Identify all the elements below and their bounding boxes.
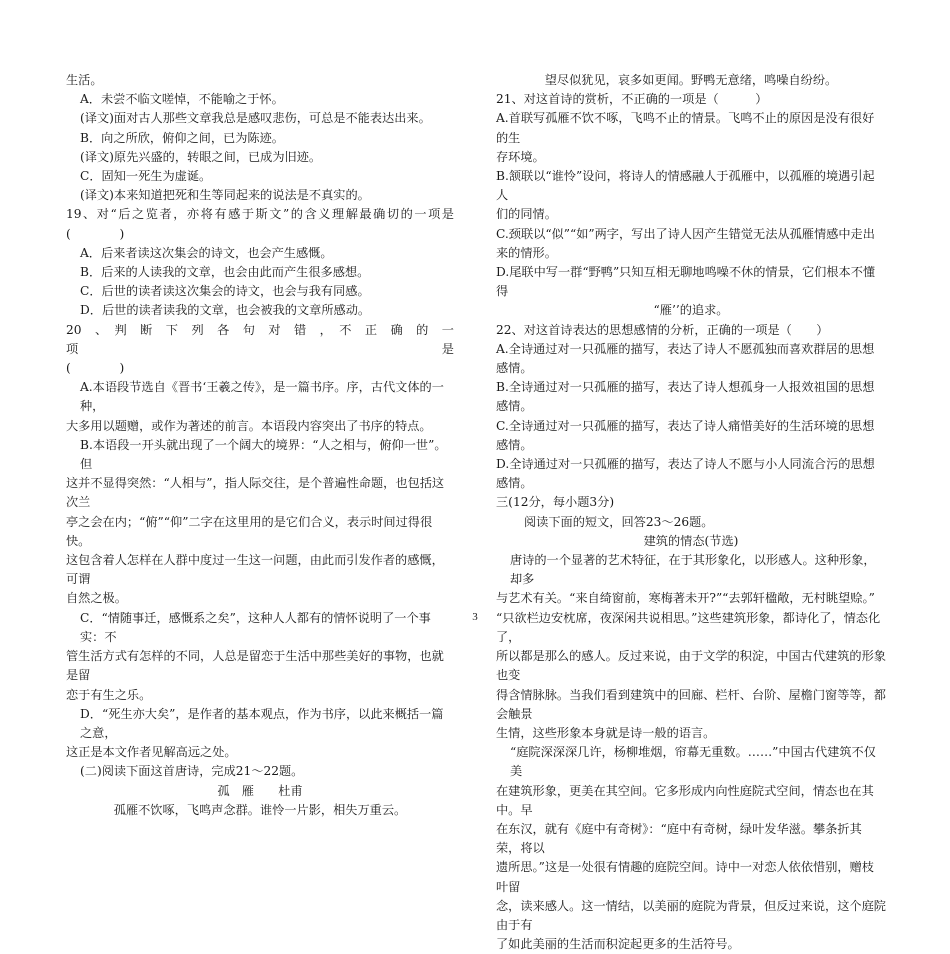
right-text-line: A.首联写孤雁不饮不啄，飞鸣不止的情景。飞鸣不止的原因是没有很好的生 <box>496 111 875 145</box>
left-text-line: 孤雁不饮啄，飞鸣声念群。谁怜一片影，相失万重云。 <box>113 802 407 817</box>
right-text-line: 22、对这首诗表达的思想感情的分析，正确的一项是（ ） <box>496 322 829 337</box>
right-text-line: “只欲栏边安枕席，夜深闲共说相思。”这些建筑形象，都诗化了，情态化了， <box>496 610 881 644</box>
right-text-line: D.尾联中写一群“野鸭”只知互相无聊地鸣噪不休的情景，它们根本不懂得 <box>496 265 876 299</box>
right-text-line: B.颔联以“谁怜”设问，将诗人的情感融人于孤雁中，以孤雁的境遇引起人 <box>496 169 875 203</box>
right-text-line: 三(12分，每小题3分) <box>496 495 615 510</box>
left-text-line: B.本语段一开头就出现了一个阔大的境界：“人之相与，俯仰一世”。但 <box>80 437 447 472</box>
left-text-line: (二)阅读下面这首唐诗，完成21～22题。 <box>80 764 304 779</box>
left-text-line: A．后来者读这次集会的诗文，也会产生感慨。 <box>80 245 333 260</box>
left-text-line: C．后世的读者读这次集会的诗文，也会与我有同感。 <box>80 284 370 299</box>
right-text-line: 21、对这首诗的赏析，不正确的一项是（ ） <box>496 92 768 107</box>
right-text-line: “雁’’的追求。 <box>653 303 729 318</box>
right-text-line: 遗所思。”这是一处很有情趣的庭院空间。诗中一对恋人依依惜别，赠枝叶留 <box>496 860 874 894</box>
right-text-line: B.全诗通过对一只孤雁的描写，表达了诗人想孤身一人报效祖国的思想感情。 <box>496 380 875 414</box>
left-text-line: 自然之极。 <box>66 591 127 606</box>
page-number: 3 <box>472 611 478 623</box>
right-text-line: 存环境。 <box>496 149 545 164</box>
left-text-line: (译文)面对古人那些文章我总是感叹悲伤，可总是不能表达出来。 <box>80 111 431 126</box>
left-text-line: ( ) <box>66 226 125 241</box>
left-text-line: D．“死生亦大矣”，是作者的基本观点，作为书序，以此来概括一篇之意， <box>80 706 444 740</box>
right-text-line: 阅读下面的短文，回答23～26题。 <box>524 514 714 529</box>
left-text-line: B．向之所欣，俯仰之间，已为陈迹。 <box>80 130 284 145</box>
left-text-line: 恋于有生之乐。 <box>66 687 152 702</box>
right-text-line: D.全诗通过对一只孤雁的描写，表达了诗人不愿与小人同流合污的思想感情。 <box>496 457 875 491</box>
left-text-line: 19、对“后之览者，亦将有感于斯文”的含义理解最确切的一项是 <box>66 207 454 222</box>
left-text-line: A．未尝不临文嗟悼，不能喻之于怀。 <box>80 92 284 107</box>
left-text-line: B．后来的人读我的文章，也会由此而产生很多感想。 <box>80 265 370 280</box>
right-text-line: 生情，这些形象本身就是诗一般的语言。 <box>496 725 716 740</box>
left-text-line: 大多用以题赠，或作为著述的前言。本语段内容突出了书序的特点。 <box>66 418 432 433</box>
right-column <box>496 71 886 954</box>
left-text-line: 亭之会在内；“俯”“仰”二字在这里用的是它们合义，表示时间过得很快。 <box>66 514 433 548</box>
right-text-line: 得含情脉脉。当我们看到建筑中的回廊、栏杆、台阶、屋檐门窗等等，都会触景 <box>496 687 886 721</box>
right-text-line: 望尽似犹见，哀多如更闻。野鸭无意绪，鸣噪自纷纷。 <box>544 73 838 87</box>
right-text-line: 了如此美丽的生活而积淀起更多的生活符号。 <box>496 937 740 952</box>
left-text-line: 20 、 判 断 下 列 各 句 对 错 ， 不 正 确 的 一 项 是 <box>66 322 467 356</box>
left-text-line: A.本语段节选自《晋书‘王羲之传》，是一篇书序。序，古代文体的一种， <box>80 380 444 414</box>
right-text-line: 在建筑形象，更美在其空间。它多形成内向性庭院式空间，情态也在其中。早 <box>496 783 874 817</box>
right-text-line: 唐诗的一个显著的艺术特征，在于其形象化，以形感人。这种形象，却多 <box>510 553 876 587</box>
right-text-line: 与艺术有关。“来自绮窗前，寒梅著未开?”“去郭轩楹敞，无村眺望赊。” <box>496 591 875 606</box>
right-text-line: 来的情形。 <box>496 245 557 260</box>
left-text-line: (译文)本来知道把死和生等同起来的说法是不真实的。 <box>80 188 370 203</box>
left-text-line: 这并不显得突然：“人相与”，指人际交往，是个普遍性命题，也包括这次兰 <box>66 476 445 510</box>
right-text-line: 建筑的情态(节选) <box>643 533 739 548</box>
right-text-line: A.全诗通过对一只孤雁的描写，表达了诗人不愿孤独而喜欢群居的思想感情。 <box>496 341 875 376</box>
left-text-line: 这包含着人怎样在人群中度过一生这一问题，由此而引发作者的感慨，可谓 <box>66 553 444 587</box>
left-text-line: C．固知一死生为虚诞。 <box>80 169 212 184</box>
left-text-line: 管生活方式有怎样的不同，人总是留恋于生活中那些美好的事物，也就是留 <box>66 649 444 683</box>
right-text-line: “庭院深深深几许，杨柳堆烟，帘幕无重数。……”中国古代建筑不仅美 <box>510 745 876 779</box>
right-text-line: 们的同情。 <box>496 207 557 222</box>
left-text-line: D．后世的读者读我的文章，也会被我的文章所感动。 <box>80 303 371 318</box>
right-text-line: C.全诗通过对一只孤雁的描写，表达了诗人痛惜美好的生活环境的思想感情。 <box>496 418 875 452</box>
left-text-line: (译文)原先兴盛的，转眼之间，已成为旧迹。 <box>80 149 322 164</box>
left-text-line: 这正是本文作者见解高远之处。 <box>66 745 237 760</box>
right-text-line: 所以都是那么的感人。反过来说，由于文学的积淀，中国古代建筑的形象也变 <box>496 649 886 683</box>
left-text-line: 孤 雁 杜甫 <box>217 783 303 798</box>
left-column <box>66 71 467 820</box>
right-text-line: C.颈联以“似”“如”两字，写出了诗人因产生错觉无法从孤雁情感中走出 <box>496 226 875 241</box>
left-text-line: C．“情随事迁，感慨系之矣”，这种人人都有的情怀说明了一个事实：不 <box>80 610 431 644</box>
right-text-line: 在东汉，就有《庭中有奇树》：“庭中有奇树，绿叶发华滋。攀条折其荣，将以 <box>496 821 862 856</box>
left-text-line: 生活。 <box>66 73 103 87</box>
right-text-line: 念，读来感人。这一情结，以美丽的庭院为背景，但反过来说，这个庭院由于有 <box>496 898 886 932</box>
left-text-line: ( ) <box>66 361 125 376</box>
